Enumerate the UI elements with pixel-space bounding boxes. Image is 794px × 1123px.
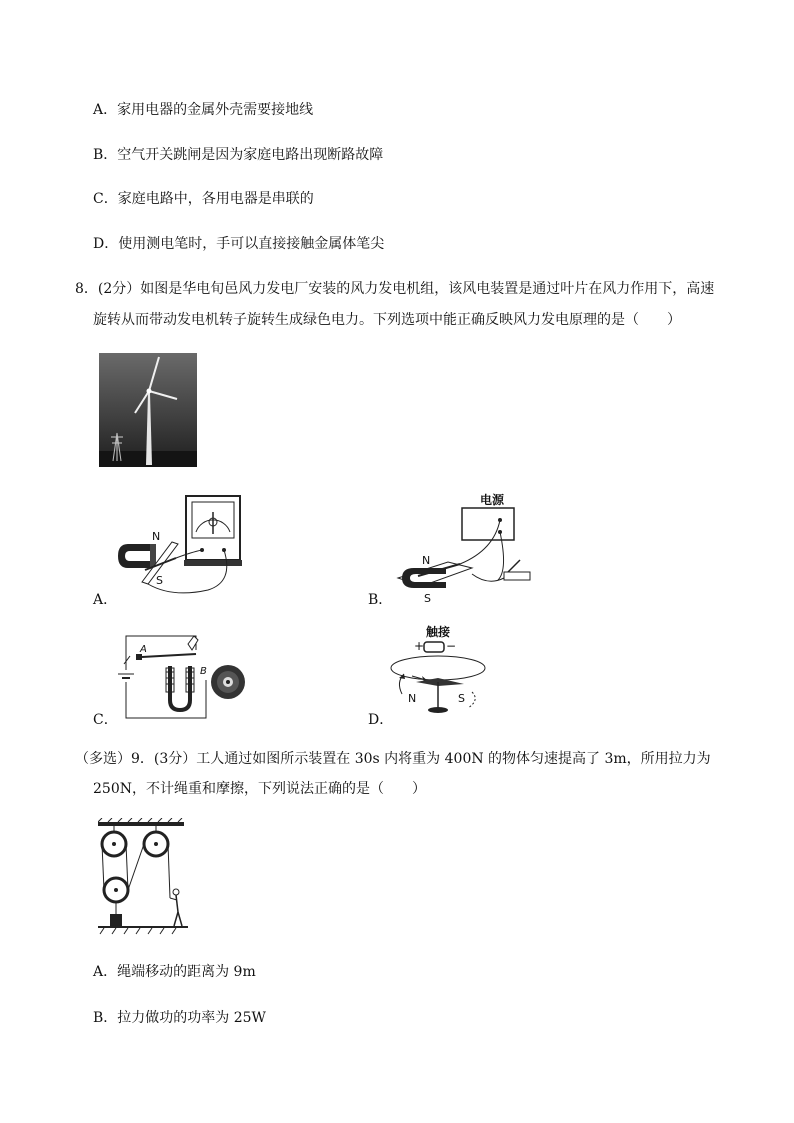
figure-d-option-label: D． [368,712,394,728]
figure-c-electromagnet [114,630,250,724]
pulley-system-figure [98,818,188,936]
figure-b-power-label: 电源 [480,493,505,507]
figure-a-s-label: S [156,574,163,587]
figure-a-option-label: A． [93,592,118,608]
q9-stem-line-2: 250N，不计绳重和摩擦，下列说法正确的是（ ） [93,781,426,797]
figure-c-point-b: B [200,666,207,677]
figure-d-n-label: N [408,692,417,705]
figure-b-motor [388,490,534,604]
figure-b-n-label: N [422,554,431,567]
figure-d-plus-label: + [414,639,425,653]
figure-a-generator [112,492,252,604]
figure-d-contact-label: 触接 [426,625,451,639]
figure-d-oersted [388,624,498,724]
figure-b-option-label: B． [368,592,393,608]
wind-turbine-photo [99,353,197,467]
q7-option-b: B．空气开关跳闸是因为家庭电路出现断路故障 [93,147,384,163]
figure-c-point-a: A [140,644,147,655]
q9-option-b: B．拉力做功的功率为 25W [93,1010,266,1026]
q9-option-a: A．绳端移动的距离为 9m [93,964,256,980]
figure-a-n-label: N [152,530,161,543]
q7-option-c: C．家庭电路中，各用电器是串联的 [93,191,314,207]
figure-b-s-label: S [424,592,431,604]
figure-d-minus-label: − [446,639,457,653]
figure-d-s-label: S [458,692,465,705]
q9-stem-line-1: （多选）9．(3分）工人通过如图所示装置在 30s 内将重为 400N 的物体匀速提高了 3m，所用拉力为 [75,751,711,767]
q7-option-d: D．使用测电笔时，手可以直接接触金属体笔尖 [93,236,385,252]
q8-stem-line-2: 旋转从而带动发电机转子旋转生成绿色电力。下列选项中能正确反映风力发电原理的是（ ） [93,312,681,328]
figure-c-option-label: C． [93,712,118,728]
q8-stem-line-1: 8．(2分）如图是华电旬邑风力发电厂安装的风力发电机组，该风电装置是通过叶片在风力作用下，高速 [75,281,715,297]
q7-option-a: A．家用电器的金属外壳需要接地线 [93,102,314,118]
